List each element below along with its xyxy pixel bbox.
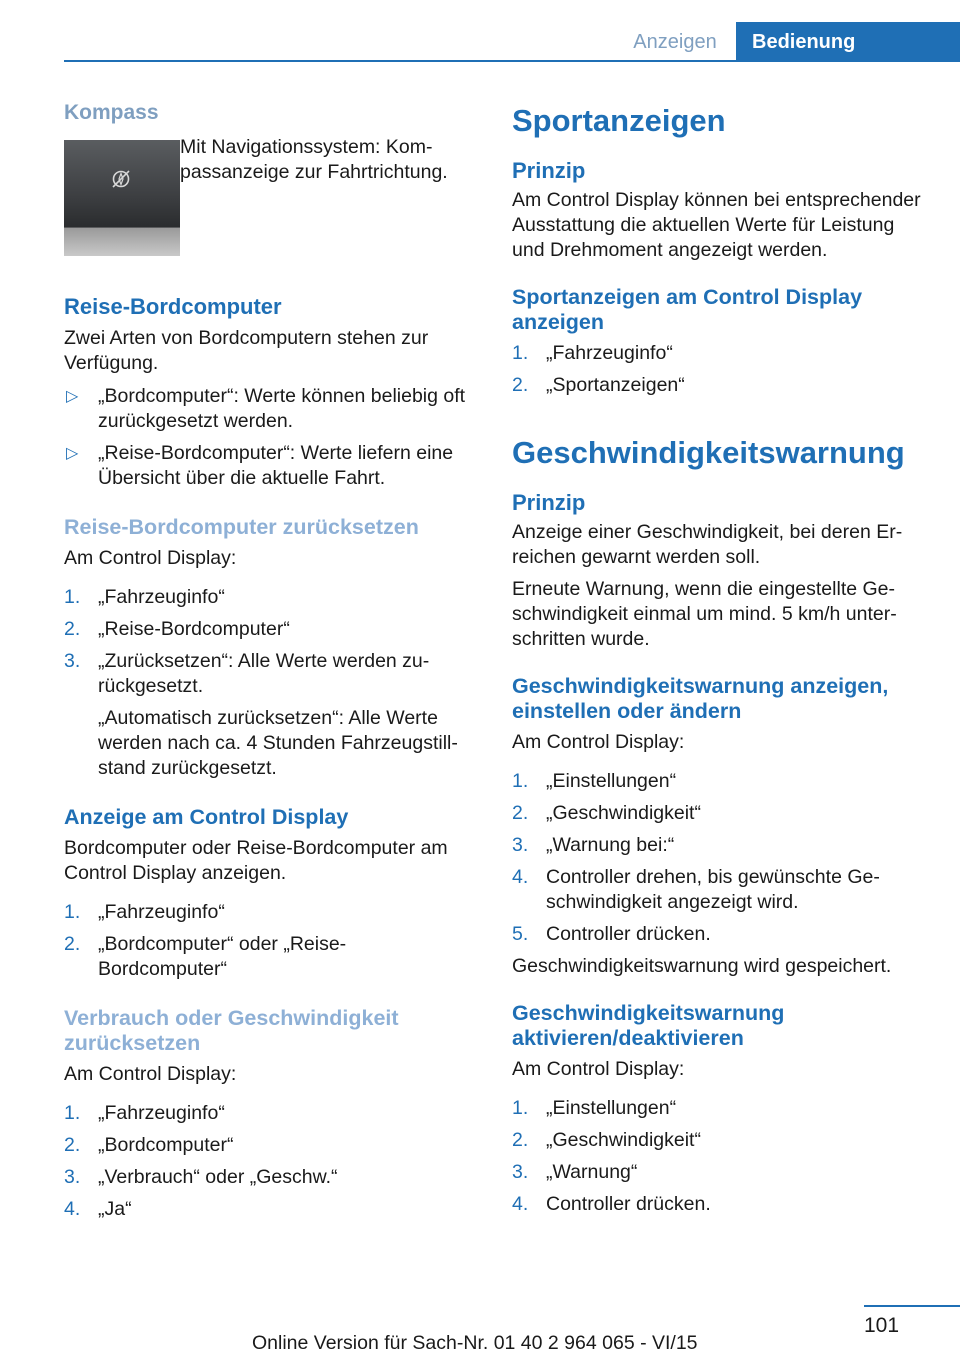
kompass-image [64, 140, 180, 256]
kompass-text: Mit Navigationssystem: Kompassanzeige zur Fahrtrichtung. [180, 136, 448, 183]
sport-text: Am Control Display können bei entsprechender Ausstattung die aktuellen Werte für Leistung und Drehmoment angezeigt werden. [512, 189, 921, 261]
triangle-bullet-icon: ▷ [66, 445, 79, 462]
compass-off-icon [110, 168, 132, 190]
page-header [0, 0, 960, 62]
reise-bullets [64, 384, 469, 491]
page-number: 101 [864, 1314, 900, 1337]
sport-title: Sportanzeigen [512, 103, 726, 138]
gw-sub2-intro: Am Control Display: [512, 1058, 685, 1080]
list-item: ▷ „Bordcomputer“: Werte können beliebig oft zurückgesetzt werden. [66, 385, 466, 432]
list-item: 2. „Sportanzeigen“ [512, 374, 685, 396]
list-item: 1. „Fahrzeuginfo“ [64, 1102, 225, 1124]
list-item: 2. „Reise-Bordcomputer“ [64, 618, 290, 640]
verbrauch-intro: Am Control Display: [64, 1063, 237, 1085]
gw-sub1-after: Geschwindigkeitswarnung wird gespeichert. [512, 955, 892, 977]
list-item: 2. „Geschwindigkeit“ [512, 802, 701, 824]
right-column [512, 102, 922, 1217]
list-item: 1. „Fahrzeuginfo“ [64, 901, 225, 923]
list-item: 1. „Fahrzeuginfo“ [64, 586, 225, 608]
gw-prinzip-title: Prinzip [512, 490, 586, 515]
reise-title: Reise-Bordcomputer [64, 294, 282, 319]
list-item: 1. „Einstellungen“ [512, 770, 677, 792]
reset-steps [64, 585, 469, 781]
anzeige-title: Anzeige am Control Display [64, 805, 349, 829]
footer-divider [864, 1305, 960, 1307]
reset-title: Reise-Bordcomputer zurücksetzen [64, 515, 419, 539]
list-item: 5. Controller drücken. [512, 923, 711, 945]
gw-title: Geschwindigkeitswarnung [512, 435, 905, 470]
sport-sub-title: Sportanzeigen am Control Display anzeigen [512, 285, 863, 334]
gw-sub1-intro: Am Control Display: [512, 731, 685, 753]
kompass-section [64, 136, 469, 260]
gw-text-1: Anzeige einer Geschwindigkeit, bei deren Erreichen gewarnt werden soll. [512, 521, 903, 568]
gw-sub1-steps [512, 769, 922, 947]
gw-sub1-title: Geschwindigkeitswarnung anzeigen, einstellen oder ändern [512, 674, 889, 723]
list-item: 3. „Warnung bei:“ [512, 834, 675, 856]
list-item: 3. „Verbrauch“ oder „Geschw.“ [64, 1166, 338, 1188]
step-note: „Automatisch zurücksetzen“: Alle Werte werden nach ca. 4 Stunden Fahrzeugstillstand zurückgesetzt. [98, 707, 458, 779]
list-item: ▷ „Reise-Bordcomputer“: Werte liefern eine Übersicht über die aktuelle Fahrt. [66, 442, 454, 489]
verbrauch-title: Verbrauch oder Geschwindigkeit zurücksetzen [64, 1006, 399, 1055]
sport-steps [512, 341, 922, 398]
list-item: 4. Controller drücken. [512, 1193, 711, 1215]
list-item: 3. „Zurücksetzen“: Alle Werte werden zurückgesetzt. „Automatisch zurücksetzen“: Alle Werte werden nach ca. 4 Stunden Fahrzeugstillstand zurückgesetzt. [64, 649, 469, 781]
list-item: 2. „Bordcomputer“ oder „Reise-Bordcomputer“ [64, 933, 347, 980]
left-column [64, 100, 469, 1222]
list-item: 4. Controller drehen, bis gewünschte Geschwindigkeit angezeigt wird. [512, 866, 880, 913]
header-divider [64, 60, 960, 62]
gw-sub2-title: Geschwindigkeitswarnung aktivieren/deaktivieren [512, 1001, 785, 1050]
kompass-title: Kompass [64, 101, 159, 124]
gw-text-2: Erneute Warnung, wenn die eingestellte Geschwindigkeit einmal um mind. 5 km/h unterschritten wurde. [512, 578, 897, 650]
list-item: 2. „Bordcomputer“ [64, 1134, 234, 1156]
list-item: 1. „Einstellungen“ [512, 1097, 677, 1119]
triangle-bullet-icon: ▷ [66, 388, 79, 405]
list-item: 1. „Fahrzeuginfo“ [512, 342, 673, 364]
list-item: 4. „Ja“ [64, 1198, 132, 1220]
reise-intro: Zwei Arten von Bordcomputern stehen zur Verfügung. [64, 327, 429, 374]
anzeige-steps [64, 900, 469, 982]
gw-sub2-steps [512, 1096, 922, 1217]
reset-intro: Am Control Display: [64, 547, 237, 569]
list-item: 3. „Warnung“ [512, 1161, 638, 1183]
tab-anzeigen[interactable]: Anzeigen [633, 31, 717, 53]
footer-text: Online Version für Sach-Nr. 01 40 2 964 065 - VI/15 [252, 1332, 698, 1354]
tab-bedienung[interactable]: Bedienung [736, 22, 960, 62]
sport-prinzip-title: Prinzip [512, 158, 586, 183]
list-item: 2. „Geschwindigkeit“ [512, 1129, 701, 1151]
anzeige-intro: Bordcomputer oder Reise-Bordcomputer am Control Display anzeigen. [64, 837, 448, 884]
verbrauch-steps [64, 1101, 469, 1222]
